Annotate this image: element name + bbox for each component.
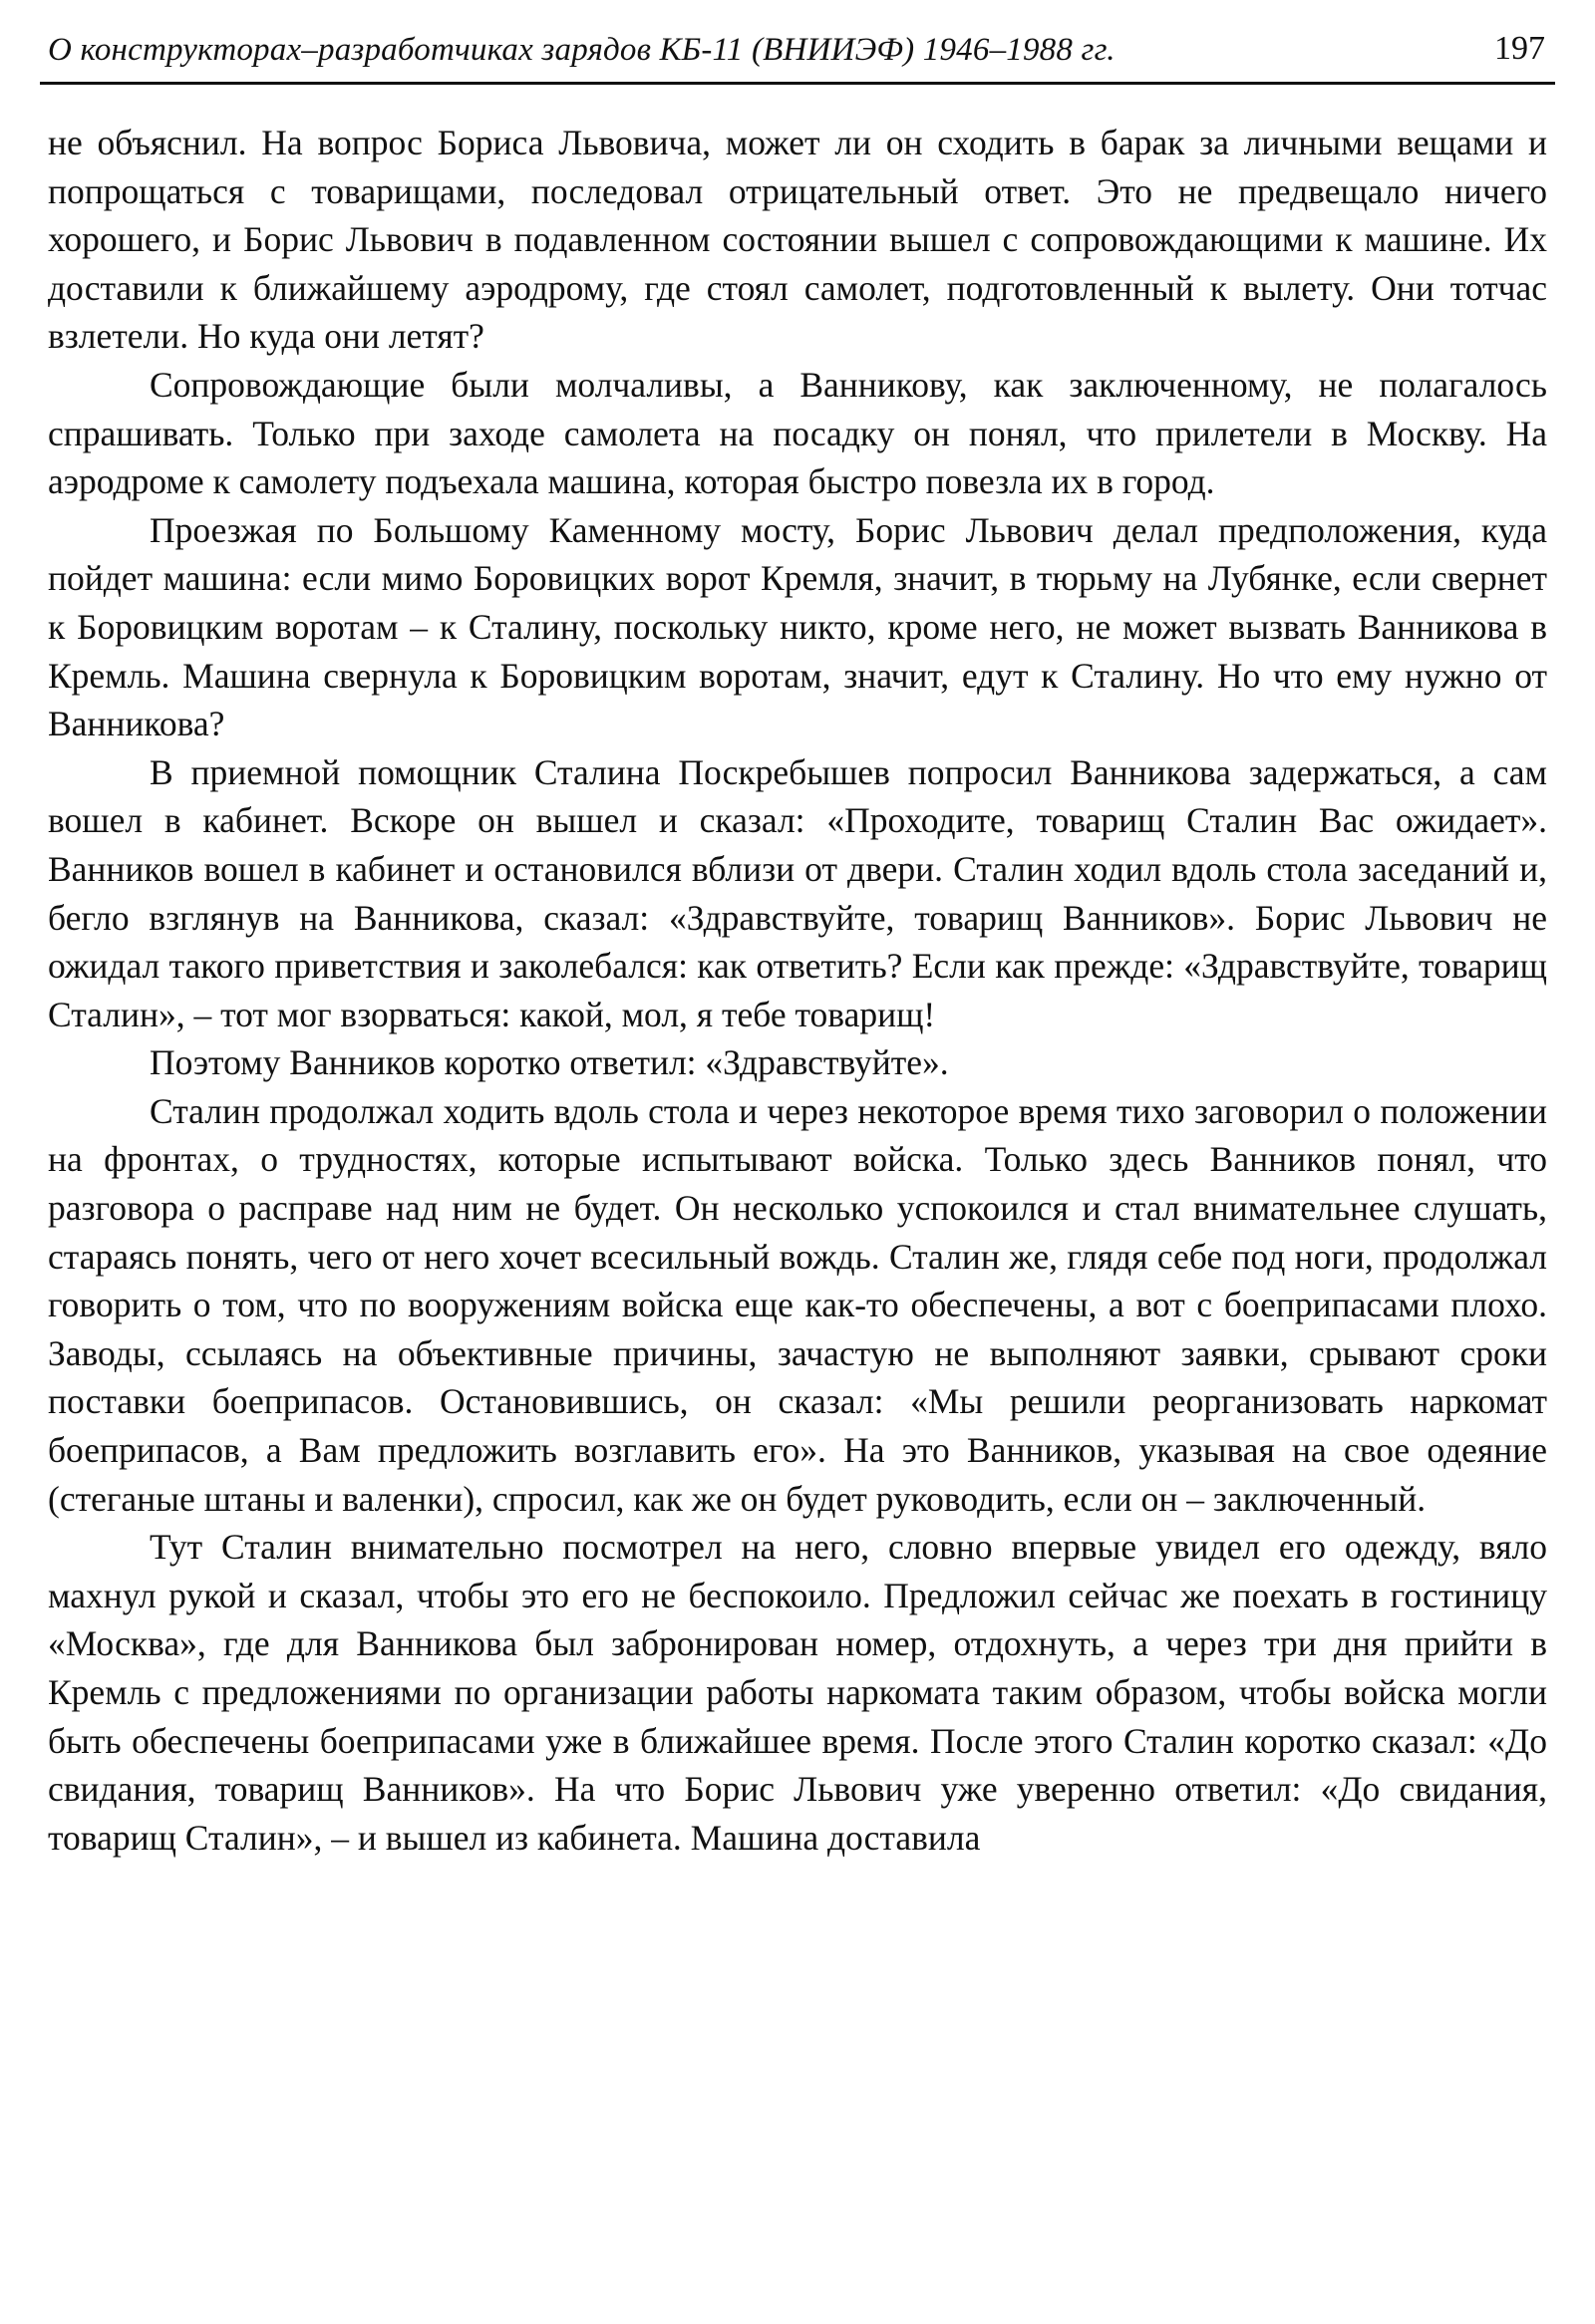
book-page	[40, 30, 1555, 1862]
paragraph: Поэтому Ванников коротко ответил: «Здравствуйте».	[150, 1042, 949, 1083]
running-header	[40, 30, 1555, 85]
page-number: 197	[1494, 30, 1545, 67]
paragraph: В приемной помощник Сталина Поскребышев попросил Ванникова задержаться, а сам вошел в кабинет. Вскоре он вышел и сказал: «Проходите, товарищ Сталин Вас ожидает». Ванников вошел в кабинет и остановился вблизи от двери. Сталин ходил вдоль стола заседаний и, бегло взглянув на Ванникова, сказал: «Здравствуйте, товарищ Ванников». Борис Львович не ожидал такого приветствия и заколебался: как ответить? Если как прежде: «Здравствуйте, товарищ Сталин», – тот мог взорваться: какой, мол, я тебе товарищ!	[48, 751, 1547, 1034]
running-header-title: О конструкторах–разработчиках зарядов КБ-11 (ВНИИЭФ) 1946–1988 гг.	[48, 32, 1116, 68]
paragraph: Сталин продолжал ходить вдоль стола и через некоторое время тихо заговорил о положении на фронтах, о трудностях, которые испытывают войска. Только здесь Ванников понял, что разговора о расправе над ним не будет. Он несколько успокоился и стал внимательнее слушать, стараясь понять, чего от него хочет всесильный вождь. Сталин же, глядя себе под ноги, продолжал говорить о том, что по вооружениям войска еще как-то обеспечены, а вот с боеприпасами плохо. Заводы, ссылаясь на объективные причины, зачастую не выполняют заявки, срывают сроки поставки боеприпасов. Остановившись, он сказал: «Мы решили реорганизовать наркомат боеприпасов, а Вам предложить возглавить его». На это Ванников, указывая на свое одеяние (стеганые штаны и валенки), спросил, как же он будет руководить, если он – заключенный.	[48, 1090, 1547, 1519]
body-text	[40, 119, 1555, 1862]
paragraph: Сопровождающие были молчаливы, а Ванникову, как заключенному, не полагалось спрашивать. Только при заходе самолета на посадку он понял, что прилетели в Москву. На аэродроме к самолету подъехала машина, которая быстро повезла их в город.	[48, 364, 1547, 502]
paragraph: не объяснил. На вопрос Бориса Львовича, может ли он сходить в барак за личными вещами и попрощаться с товарищами, последовал отрицательный ответ. Это не предвещало ничего хорошего, и Борис Львович в подавленном состоянии вышел с сопровождающими к машине. Их доставили к ближайшему аэродрому, где стоял самолет, подготовленный к вылету. Они тотчас взлетели. Но куда они летят?	[48, 123, 1547, 357]
paragraph: Проезжая по Большому Каменному мосту, Борис Львович делал предположения, куда пойдет машина: если мимо Боровицких ворот Кремля, значит, в тюрьму на Лубянке, если свернет к Боровицким воротам – к Сталину, поскольку никто, кроме него, не может вызвать Ванникова в Кремль. Машина свернула к Боровицким воротам, значит, едут к Сталину. Но что ему нужно от Ванникова?	[48, 509, 1547, 744]
paragraph: Тут Сталин внимательно посмотрел на него, словно впервые увидел его одежду, вяло махнул рукой и сказал, чтобы это его не беспокоило. Предложил сейчас же поехать в гостиницу «Москва», где для Ванникова был забронирован номер, отдохнуть, а через три дня прийти в Кремль с предложениями по организации работы наркомата таким образом, чтобы войска могли быть обеспечены боеприпасами уже в ближайшее время. После этого Сталин коротко сказал: «До свидания, товарищ Ванников». На что Борис Львович уже уверенно ответил: «До свидания, товарищ Сталин», – и вышел из кабинета. Машина доставила	[48, 1527, 1547, 1858]
